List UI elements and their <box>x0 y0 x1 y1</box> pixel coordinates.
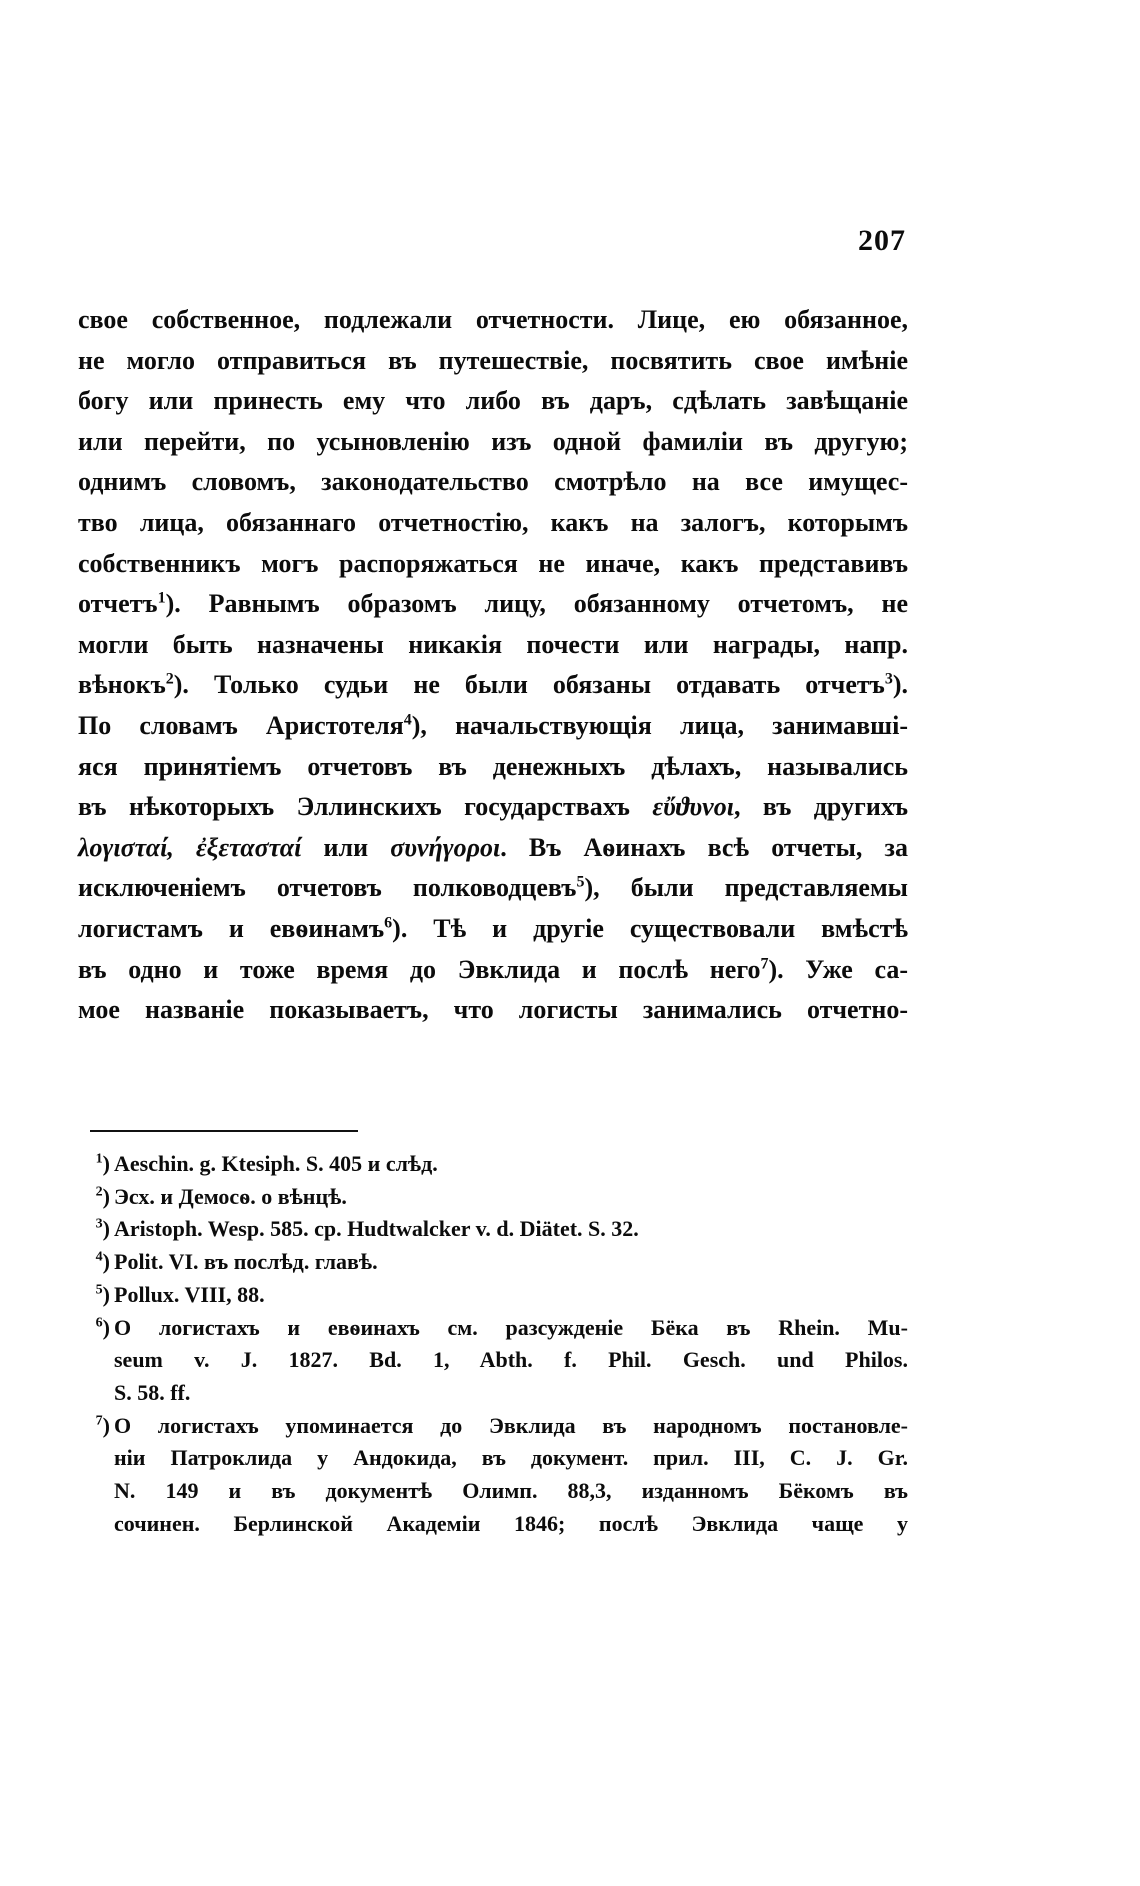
text-segment: логистамъ и евѳинамъ <box>78 913 385 943</box>
footnotes <box>78 1148 908 1540</box>
footnote-text <box>114 1279 908 1312</box>
footnote-line: ніи Патроклида у Андокида, въ документ. прил. III, C. J. Gr. <box>114 1445 908 1471</box>
footnote-line: seum v. J. 1827. Bd. 1, Abth. f. Phil. Gesch. und Philos. <box>114 1347 908 1373</box>
footnote-text <box>114 1410 908 1541</box>
footnote-line: Эсх. и Демосѳ. о вѣнцѣ. <box>114 1183 347 1209</box>
greek-term: συνήγοροι <box>390 832 501 862</box>
text-line <box>78 706 908 747</box>
footnote-6 <box>78 1312 908 1410</box>
text-segment: ). Уже са- <box>768 954 908 984</box>
text-line: свое собственное, подлежали отчетности. Лице, ею обязанное, <box>78 305 908 334</box>
main-text <box>78 300 908 1031</box>
footnote-marker: $^6$) <box>95 1314 110 1340</box>
text-line: однимъ словомъ, законодательство смотрѣло на все имущес- <box>78 467 908 497</box>
footnote-marker: $^1$) <box>95 1151 110 1176</box>
footnote-line: сочинен. Берлинской Академіи 1846; послѣ Эвклида чаще у <box>114 1510 908 1536</box>
footnote-text <box>114 1148 908 1181</box>
text-line: мое названіе показываетъ, что логисты занимались отчетно- <box>78 995 908 1025</box>
text-line: яся принятіемъ отчетовъ въ денежныхъ дѣлахъ, назывались <box>78 751 908 781</box>
text-segment: . Въ Аѳинахъ всѣ отчеты, за <box>500 832 909 862</box>
text-line: или перейти, по усыновленію изъ одной фамиліи въ другую; <box>78 426 908 456</box>
greek-term: λογισταί, ἐξετασταί <box>78 832 302 862</box>
text-segment: По словамъ Аристотеля <box>78 710 404 740</box>
text-segment: отчетъ <box>78 589 158 619</box>
footnote-line: S. 58. ff. <box>114 1379 191 1405</box>
text-line: могли быть назначены никакія почести или награды, напр. <box>78 629 908 659</box>
footnote-line: Pollux. VIII, 88. <box>114 1281 265 1307</box>
page-number: 207 <box>858 224 906 257</box>
footnote-line: О логистахъ и евѳинахъ см. разсужденіе Бёка въ Rhein. Mu- <box>114 1314 908 1340</box>
footnote-marker: $^7$) <box>95 1412 110 1438</box>
text-line <box>78 868 908 909</box>
footnote-ref: 7 <box>760 954 769 972</box>
footnote-text <box>114 1213 908 1246</box>
footnote-divider <box>90 1130 358 1132</box>
greek-term: εὔϑυνοι <box>652 792 734 822</box>
footnote-ref: 6 <box>384 914 393 932</box>
footnote-ref: 2 <box>165 670 174 688</box>
footnote-ref: 5 <box>576 873 585 891</box>
footnote-marker: $^5$) <box>95 1281 110 1307</box>
footnote-marker: $^4$) <box>95 1249 110 1275</box>
text-line <box>78 950 908 991</box>
footnote-3 <box>78 1213 908 1246</box>
text-line <box>78 665 908 706</box>
text-line: не могло отправиться въ путешествіе, посвятить свое имѣніе <box>78 345 908 375</box>
text-segment: ), были представляемы <box>584 873 908 903</box>
footnote-7 <box>78 1410 908 1541</box>
footnote-ref: 3 <box>884 670 893 688</box>
text-segment: въ одно и тоже время до Эвклида и послѣ него <box>78 954 761 984</box>
footnote-2 <box>78 1181 908 1214</box>
text-line <box>78 828 908 869</box>
footnote-number: 6 <box>95 1315 103 1331</box>
footnote-number: 7 <box>95 1413 103 1429</box>
text-line: собственникъ могъ распоряжаться не иначе, какъ представивъ <box>78 548 908 578</box>
footnote-line: N. 149 и въ документѣ Олимп. 88,3, изданномъ Бёкомъ въ <box>114 1478 908 1504</box>
text-segment: ). Равнымъ образомъ лицу, обязанному отчетомъ, не <box>165 589 908 619</box>
footnote-marker: $^3$) <box>95 1216 110 1242</box>
footnote-line: Aristoph. Wesp. 585. ср. Hudtwalcker v. d. Diätet. S. 32. <box>114 1216 639 1242</box>
text-segment: исключеніемъ отчетовъ полководцевъ <box>78 873 577 903</box>
text-line: тво лица, обязаннаго отчетностію, какъ на залогъ, которымъ <box>78 507 908 537</box>
footnote-text <box>114 1246 908 1279</box>
text-segment: ), начальствующія лица, занимавші- <box>411 710 908 740</box>
footnote-5 <box>78 1279 908 1312</box>
footnote-4 <box>78 1246 908 1279</box>
footnote-number: 2 <box>95 1184 103 1200</box>
text-segment: ). <box>892 670 908 700</box>
footnote-number: 4 <box>95 1249 103 1265</box>
footnote-marker: $^2$) <box>95 1183 110 1209</box>
text-segment: вѣнокъ <box>78 670 166 700</box>
text-segment: въ нѣкоторыхъ Эллинскихъ государствахъ <box>78 792 630 822</box>
footnote-ref: 4 <box>403 711 412 729</box>
text-segment: , въ другихъ <box>733 792 909 822</box>
footnote-text <box>114 1312 908 1410</box>
text-line <box>78 787 908 828</box>
text-line <box>78 909 908 950</box>
footnote-line: Polit. VI. въ послѣд. главѣ. <box>114 1249 378 1275</box>
text-segment: ). Только судьи не были обязаны отдавать отчетъ <box>173 670 885 700</box>
footnote-line: Aeschin. g. Ktesiph. S. 405 и слѣд. <box>114 1151 438 1176</box>
text-segment: или <box>301 832 391 862</box>
text-line <box>78 584 908 625</box>
footnote-1 <box>78 1148 908 1181</box>
text-segment: ). Тѣ и другіе существовали вмѣстѣ <box>392 913 908 943</box>
footnote-number: 5 <box>95 1282 103 1298</box>
text-line: богу или принесть ему что либо въ даръ, сдѣлать завѣщаніе <box>78 386 908 416</box>
footnote-line: О логистахъ упоминается до Эвклида въ народномъ постановле- <box>114 1412 908 1438</box>
footnote-text <box>114 1181 908 1214</box>
footnote-number: 3 <box>95 1217 103 1233</box>
footnote-number: 1 <box>95 1151 103 1167</box>
footnote-ref: 1 <box>157 589 166 607</box>
